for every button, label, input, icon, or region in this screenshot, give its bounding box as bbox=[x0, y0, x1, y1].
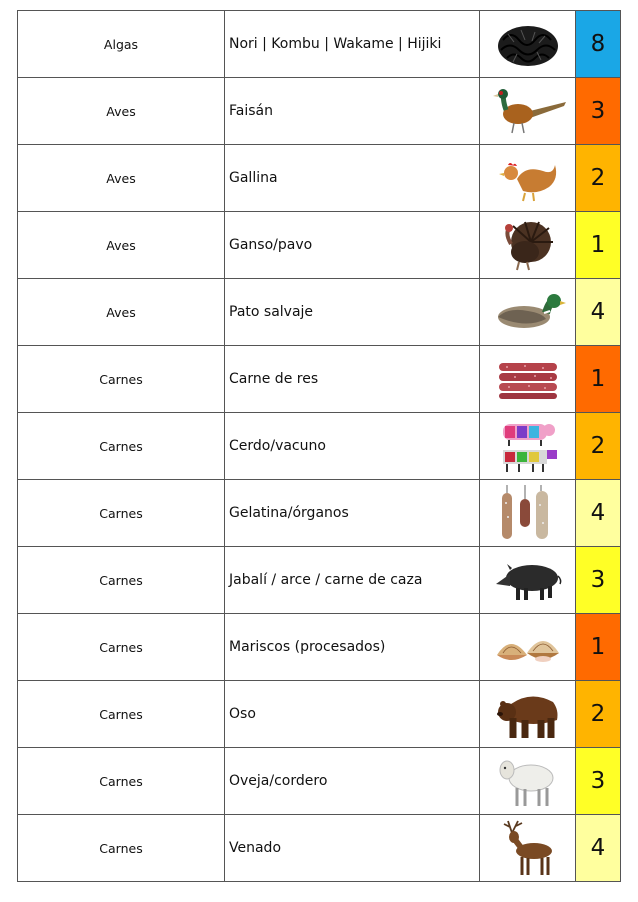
sausages-icon bbox=[495, 483, 561, 543]
hen-icon bbox=[495, 153, 561, 203]
score-cell: 3 bbox=[576, 748, 621, 815]
category-cell: Carnes bbox=[18, 815, 225, 882]
food-table bbox=[17, 10, 621, 882]
score-cell: 8 bbox=[576, 11, 621, 78]
food-name-cell: Carne de res bbox=[225, 346, 480, 413]
score-cell: 2 bbox=[576, 413, 621, 480]
table-row bbox=[18, 480, 621, 547]
score-cell: 2 bbox=[576, 145, 621, 212]
bear-icon bbox=[495, 686, 561, 742]
food-image-cell bbox=[480, 11, 576, 78]
score-cell: 4 bbox=[576, 480, 621, 547]
duck-icon bbox=[490, 289, 566, 335]
score-cell: 1 bbox=[576, 614, 621, 681]
food-image-cell bbox=[480, 413, 576, 480]
category-cell: Carnes bbox=[18, 480, 225, 547]
food-name-cell: Nori | Kombu | Wakame | Hijiki bbox=[225, 11, 480, 78]
score-cell: 1 bbox=[576, 212, 621, 279]
food-image-cell bbox=[480, 614, 576, 681]
food-name-cell: Cerdo/vacuno bbox=[225, 413, 480, 480]
category-cell: Carnes bbox=[18, 748, 225, 815]
table-row bbox=[18, 748, 621, 815]
food-name-cell: Oso bbox=[225, 681, 480, 748]
food-image-cell bbox=[480, 547, 576, 614]
score-cell: 3 bbox=[576, 78, 621, 145]
score-cell: 1 bbox=[576, 346, 621, 413]
food-image-cell bbox=[480, 279, 576, 346]
category-cell: Carnes bbox=[18, 346, 225, 413]
sheep-icon bbox=[495, 754, 561, 808]
shellfish-icon bbox=[493, 625, 563, 669]
table-row bbox=[18, 145, 621, 212]
category-cell: Carnes bbox=[18, 413, 225, 480]
category-cell: Aves bbox=[18, 212, 225, 279]
food-name-cell: Jabalí / arce / carne de caza bbox=[225, 547, 480, 614]
food-image-cell bbox=[480, 480, 576, 547]
table-row bbox=[18, 279, 621, 346]
pig-cow-cuts-icon bbox=[495, 418, 561, 474]
table-row bbox=[18, 78, 621, 145]
food-image-cell bbox=[480, 815, 576, 882]
table-row bbox=[18, 547, 621, 614]
table-row bbox=[18, 681, 621, 748]
table-row bbox=[18, 614, 621, 681]
table-row bbox=[18, 11, 621, 78]
category-cell: Carnes bbox=[18, 681, 225, 748]
table-row bbox=[18, 413, 621, 480]
food-image-cell bbox=[480, 346, 576, 413]
score-cell: 2 bbox=[576, 681, 621, 748]
score-cell: 4 bbox=[576, 279, 621, 346]
score-cell: 4 bbox=[576, 815, 621, 882]
pheasant-icon bbox=[488, 86, 568, 136]
table-row bbox=[18, 212, 621, 279]
food-name-cell: Faisán bbox=[225, 78, 480, 145]
turkey-icon bbox=[495, 218, 561, 272]
category-cell: Carnes bbox=[18, 547, 225, 614]
food-image-cell bbox=[480, 681, 576, 748]
category-cell: Algas bbox=[18, 11, 225, 78]
seaweed-icon bbox=[493, 18, 563, 70]
food-name-cell: Ganso/pavo bbox=[225, 212, 480, 279]
food-name-cell: Pato salvaje bbox=[225, 279, 480, 346]
food-image-cell bbox=[480, 78, 576, 145]
food-name-cell: Gelatina/órganos bbox=[225, 480, 480, 547]
boar-icon bbox=[492, 556, 564, 604]
food-name-cell: Mariscos (procesados) bbox=[225, 614, 480, 681]
food-name-cell: Oveja/cordero bbox=[225, 748, 480, 815]
food-image-cell bbox=[480, 748, 576, 815]
food-image-cell bbox=[480, 145, 576, 212]
table-row bbox=[18, 346, 621, 413]
table-row bbox=[18, 815, 621, 882]
food-name-cell: Gallina bbox=[225, 145, 480, 212]
food-image-cell bbox=[480, 212, 576, 279]
ground-beef-icon bbox=[495, 357, 561, 401]
category-cell: Carnes bbox=[18, 614, 225, 681]
category-cell: Aves bbox=[18, 78, 225, 145]
category-cell: Aves bbox=[18, 279, 225, 346]
category-cell: Aves bbox=[18, 145, 225, 212]
deer-icon bbox=[498, 819, 558, 877]
score-cell: 3 bbox=[576, 547, 621, 614]
food-name-cell: Venado bbox=[225, 815, 480, 882]
